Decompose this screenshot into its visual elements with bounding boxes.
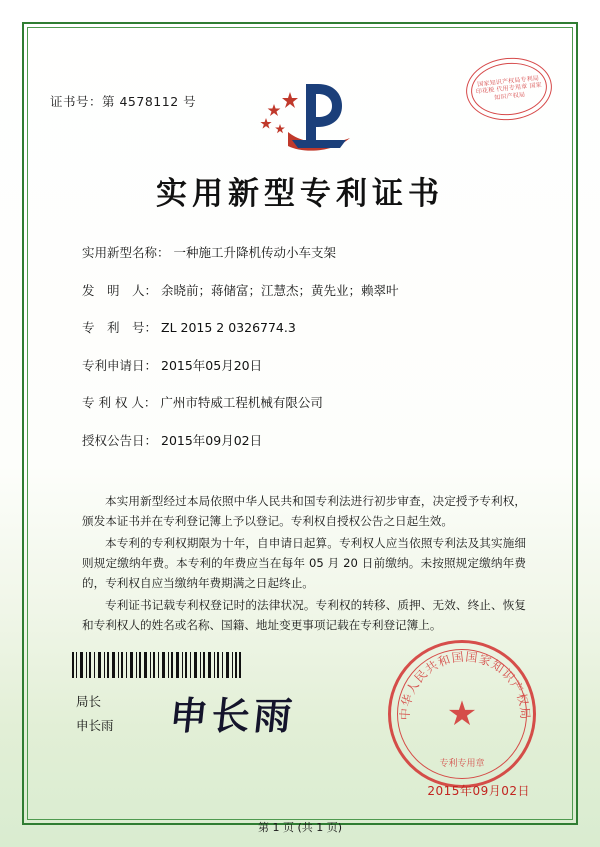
field-value: 一种施工升降机传动小车支架 (173, 245, 337, 260)
handwritten-signature: 申长雨 (167, 693, 299, 738)
field-value: ZL 2015 2 0326774.3 (161, 320, 296, 335)
field-label: 专利申请日： (82, 357, 158, 373)
tax-stamp-seal-text: 国家知识产权局专利局 印花税 代用专用章 国家知识产权局 (468, 59, 549, 119)
field-row-application-date (82, 357, 530, 375)
field-value: 2015年09月02日 (161, 432, 263, 448)
seal-date: 2015年09月02日 (427, 784, 530, 798)
field-row-patent-number (82, 319, 530, 337)
field-list (82, 244, 530, 469)
field-label: 专 利 号： (82, 320, 158, 335)
paragraph-2: 本专利的专利权期限为十年，自申请日起算。专利权人应当依照专利法及其实施细则规定缴纳年费。本专利的年费应当在每年 05 月 20 日前缴纳。未按照规定缴纳年费的，专利权自应当缴纳年费期满之日起终止。 (82, 535, 526, 590)
field-value: 2015年05月20日 (161, 357, 263, 373)
certificate-content (40, 40, 560, 807)
field-label: 授权公告日： (82, 432, 158, 448)
paragraph-3: 专利证书记载专利权登记时的法律状况。专利权的转移、质押、无效、终止、恢复和专利权人的姓名或名称、国籍、地址变更事项记载在专利登记簿上。 (82, 597, 526, 632)
seal-top-text: 中华人民共和国国家知识产权局 (397, 649, 533, 721)
director-block (76, 690, 114, 738)
director-label: 局长 (76, 694, 102, 709)
star-icon: ★ (446, 694, 478, 734)
body-text (82, 492, 526, 638)
field-label: 专 利 权 人： (82, 395, 157, 410)
page-footer: 第 1 页 (共 1 页) (257, 821, 343, 834)
official-seal (388, 640, 536, 788)
seal-bottom-text: 专利专用章 (439, 759, 485, 769)
paragraph-1: 本实用新型经过本局依照中华人民共和国专利法进行初步审查，决定授予专利权，颁发本证书并在专利登记簿上予以登记。专利权自授权公告之日起生效。 (82, 494, 526, 528)
field-label: 实用新型名称： (82, 245, 170, 260)
barcode (72, 652, 242, 678)
field-label: 发 明 人： (82, 282, 158, 298)
cnipa-logo-icon (230, 80, 370, 158)
field-row-inventors (82, 282, 530, 300)
tax-stamp-seal (463, 54, 555, 125)
field-value: 余晓前；蒋储富；江慧杰；黄先业；赖翠叶 (161, 282, 399, 298)
director-name: 申长雨 (76, 717, 114, 733)
field-row-name (82, 244, 530, 262)
field-row-patentee (82, 394, 530, 412)
field-row-grant-date (82, 432, 530, 450)
page-title: 实用新型专利证书 (156, 176, 444, 212)
certificate-number: 证书号：第 4578112 号 (50, 94, 197, 109)
field-value: 广州市特威工程机械有限公司 (160, 395, 323, 410)
